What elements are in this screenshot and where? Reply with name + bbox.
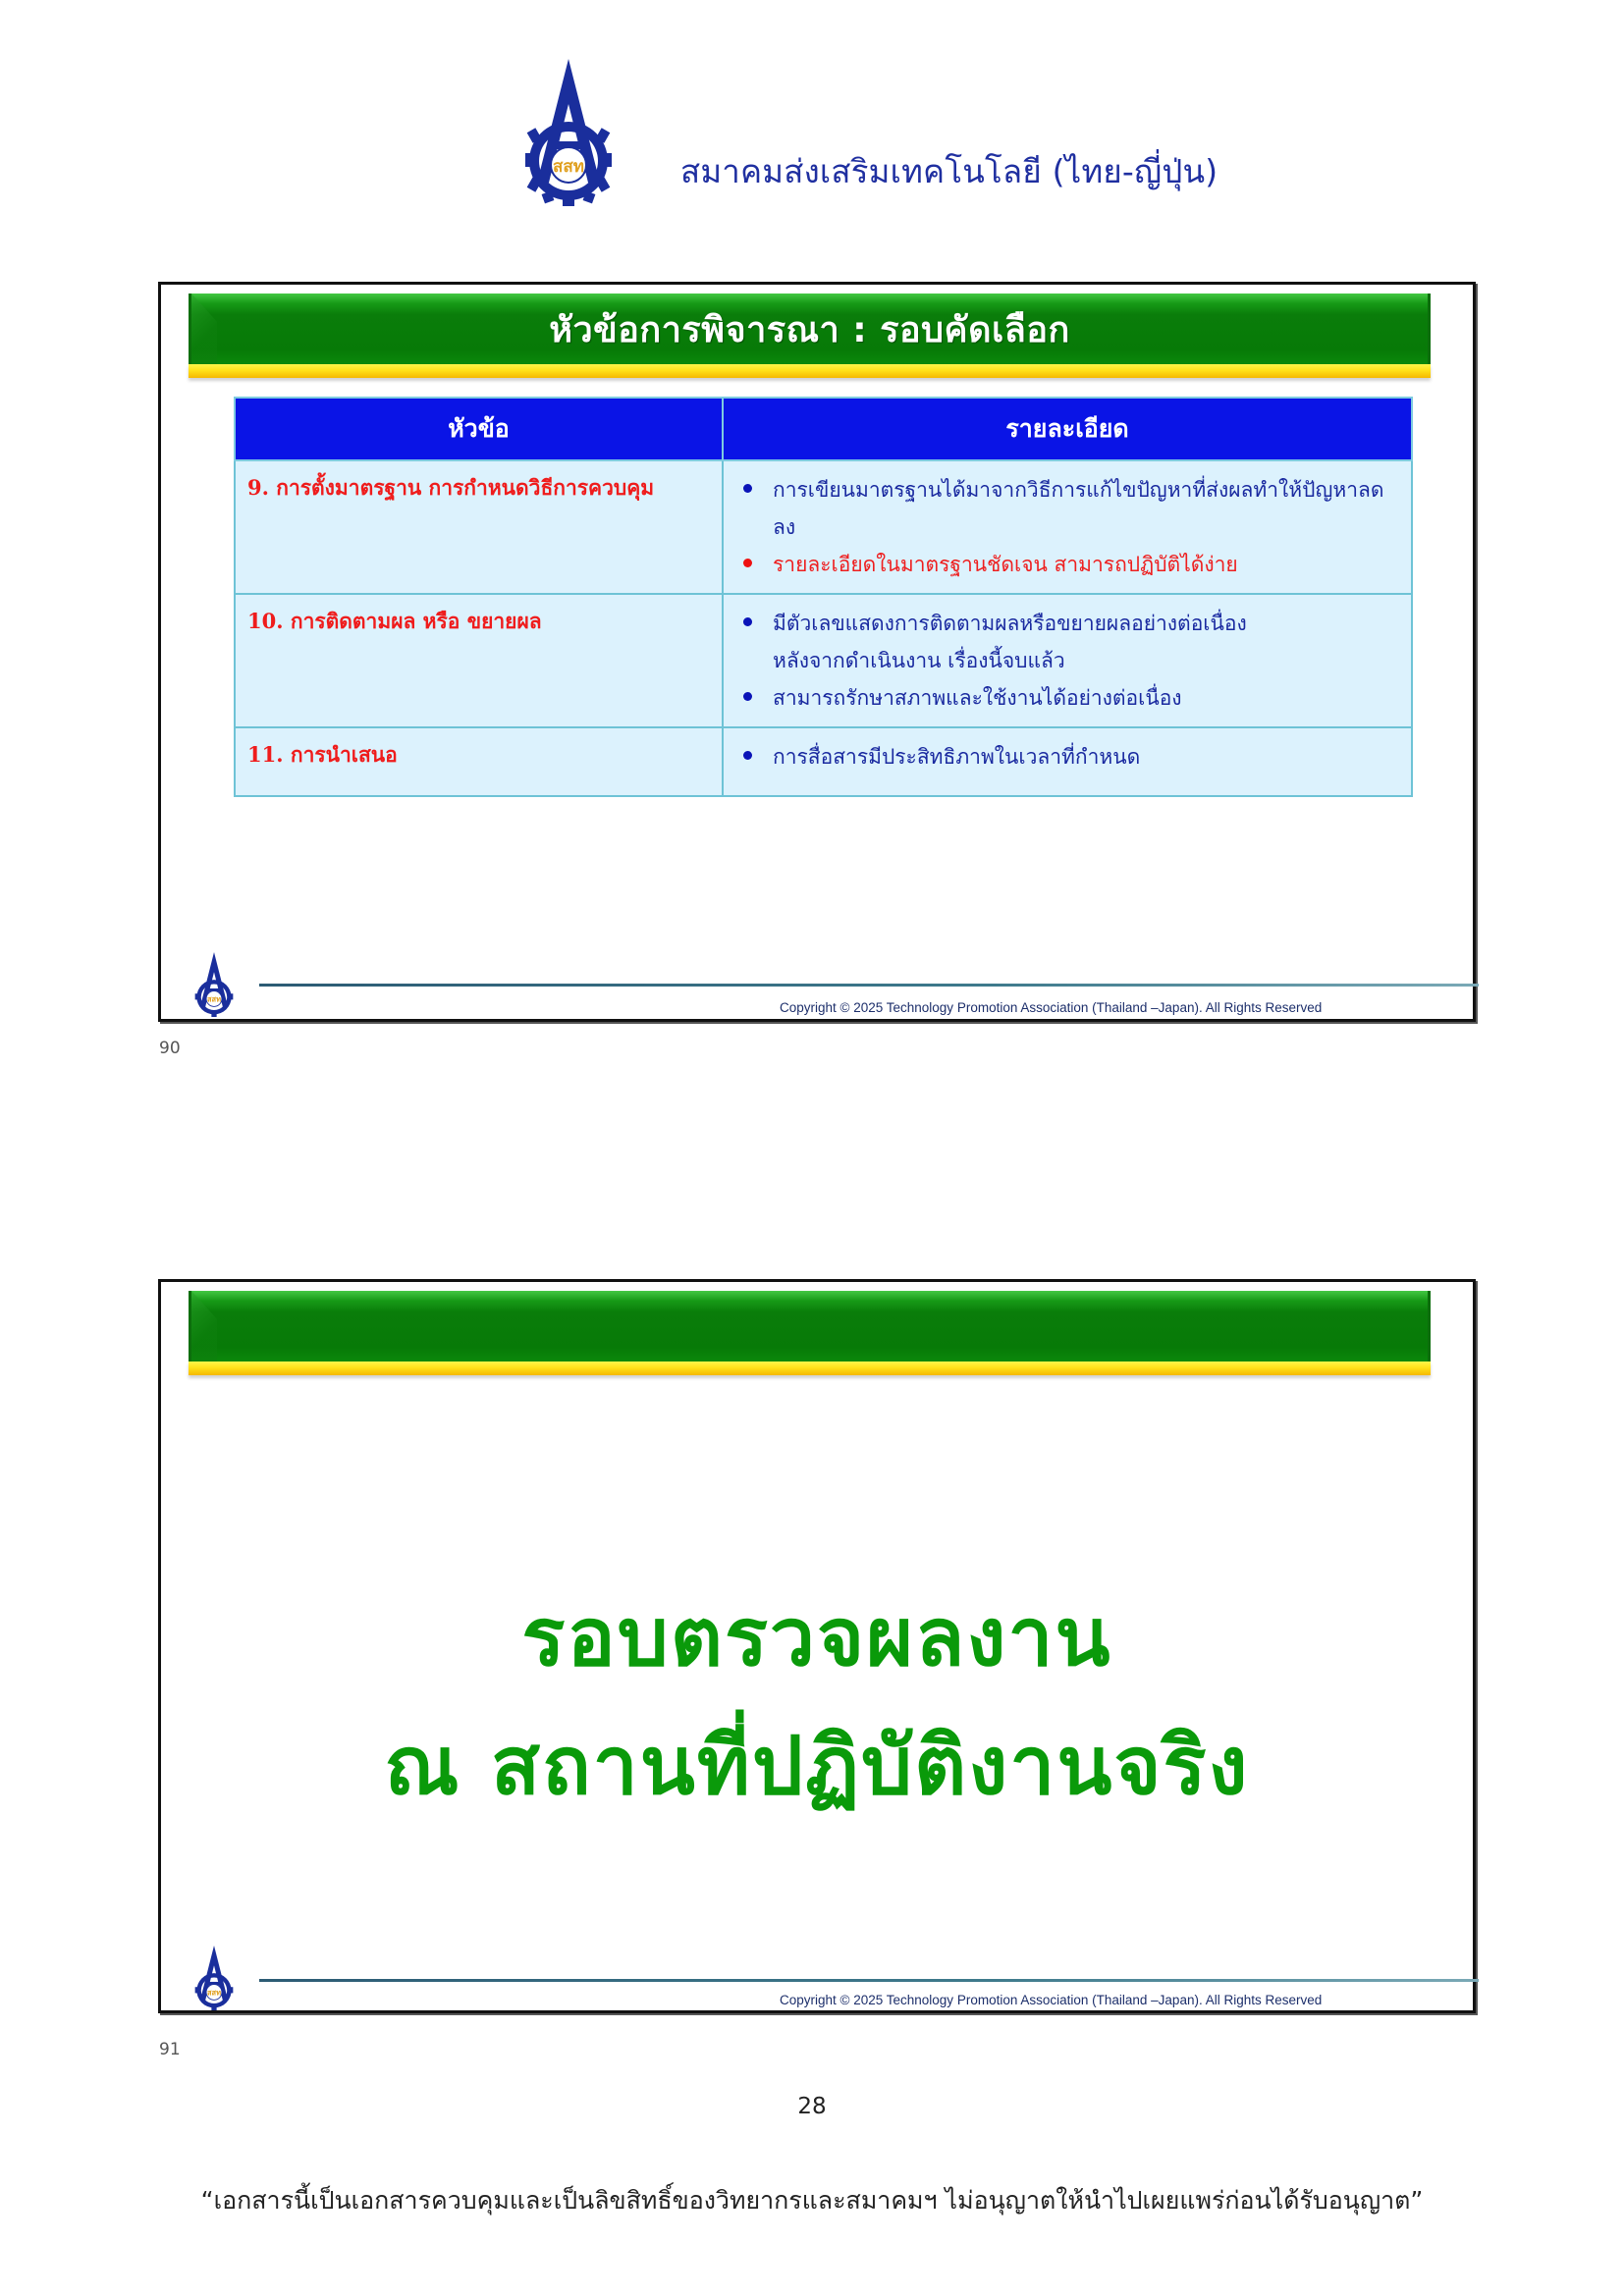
organization-name: สมาคมส่งเสริมเทคโนโลยี (ไทย-ญี่ปุ่น) xyxy=(680,152,1218,190)
association-logo-small-icon xyxy=(190,1946,238,2010)
topic-number: 11. xyxy=(247,742,284,767)
page-number: 28 xyxy=(797,2094,827,2119)
headline-line-2: ณ สถานที่ปฏิบัติงานจริง xyxy=(384,1720,1250,1813)
svg-text:สสท: สสท xyxy=(206,994,222,1004)
detail-text: การเขียนมาตรฐานได้มาจากวิธีการแก้ไขปัญหาที่ส่งผลทำให้ปัญหาลดลง xyxy=(773,478,1384,539)
detail-text: สามารถรักษาสภาพและใช้งานได้อย่างต่อเนื่อง xyxy=(773,686,1182,710)
copyright-disclaimer: “เอกสารนี้เป็นเอกสารควบคุมและเป็นลิขสิทธิ์ของวิทยากรและสมาคมฯ ไม่อนุญาตให้นำไปเผยแพร่ก่อนได้รับอนุญาต” xyxy=(200,2186,1424,2215)
svg-text:สสท: สสท xyxy=(206,1988,222,1998)
table-row xyxy=(235,460,1412,594)
topic-text: การติดตามผล หรือ ขยายผล xyxy=(290,610,542,633)
detail-text: การสื่อสารมีประสิทธิภาพในเวลาที่กำหนด xyxy=(773,745,1141,769)
detail-item-highlighted xyxy=(735,546,1399,583)
detail-text: รายละเอียดในมาตรฐานชัดเจน สามารถปฏิบัติได้ง่าย xyxy=(773,553,1238,576)
slide-title xyxy=(189,1291,1431,1362)
detail-item xyxy=(735,605,1285,679)
topic-cell xyxy=(235,594,723,727)
topic-cell xyxy=(235,460,723,594)
association-logo-small-icon xyxy=(190,952,238,1017)
details-list xyxy=(735,605,1399,717)
detail-item xyxy=(735,738,1399,775)
slide-number: 91 xyxy=(159,2040,181,2059)
detail-text: มีตัวเลขแสดงการติดตามผลหรือขยายผลอย่างต่อเนื่อง หลังจากดำเนินงาน เรื่องนี้จบแล้ว xyxy=(773,612,1247,672)
column-header-details: รายละเอียด xyxy=(723,398,1412,460)
page-header xyxy=(525,59,1232,211)
topic-number: 9. xyxy=(247,475,269,500)
footer-divider xyxy=(259,1979,1479,1982)
bullet-icon xyxy=(743,559,752,567)
banner-yellow-bar xyxy=(189,364,1431,378)
detail-item xyxy=(735,679,1399,717)
detail-item xyxy=(735,471,1399,546)
banner-yellow-bar xyxy=(189,1362,1431,1375)
slide-title-banner xyxy=(189,1291,1431,1377)
details-list xyxy=(735,471,1399,583)
topic-text: การนำเสนอ xyxy=(290,743,398,767)
details-list xyxy=(735,738,1399,775)
topic-label xyxy=(247,471,710,505)
column-header-topic: หัวข้อ xyxy=(235,398,723,460)
slide-90 xyxy=(158,282,1476,1022)
slide-number: 90 xyxy=(159,1039,181,1058)
table-row xyxy=(235,727,1412,796)
copyright-notice: Copyright © 2025 Technology Promotion Association (Thailand –Japan). All Rights Reserved xyxy=(780,1000,1323,1015)
details-cell xyxy=(723,460,1412,594)
topic-text: การตั้งมาตรฐาน การกำหนดวิธีการควบคุม xyxy=(276,476,655,500)
footer-divider xyxy=(259,984,1479,987)
table-header-row xyxy=(235,398,1412,460)
slide-title-banner xyxy=(189,294,1431,380)
topic-label xyxy=(247,738,710,772)
svg-text:สสท: สสท xyxy=(553,157,584,177)
slide-title: หัวข้อการพิจารณา : รอบคัดเลือก xyxy=(549,309,1070,350)
headline-line-1: รอบตรวจผลงาน xyxy=(521,1591,1112,1684)
association-logo-icon xyxy=(525,59,612,206)
details-cell xyxy=(723,594,1412,727)
table-row xyxy=(235,594,1412,727)
details-cell xyxy=(723,727,1412,796)
bullet-icon xyxy=(743,484,752,493)
slide-91 xyxy=(158,1279,1476,2013)
bullet-icon xyxy=(743,617,752,626)
bullet-icon xyxy=(743,692,752,701)
topic-label xyxy=(247,605,710,638)
bullet-icon xyxy=(743,751,752,760)
copyright-notice: Copyright © 2025 Technology Promotion Association (Thailand –Japan). All Rights Reserved xyxy=(780,1993,1323,2007)
topic-number: 10. xyxy=(247,609,284,633)
topic-cell xyxy=(235,727,723,796)
criteria-table xyxy=(234,397,1413,797)
